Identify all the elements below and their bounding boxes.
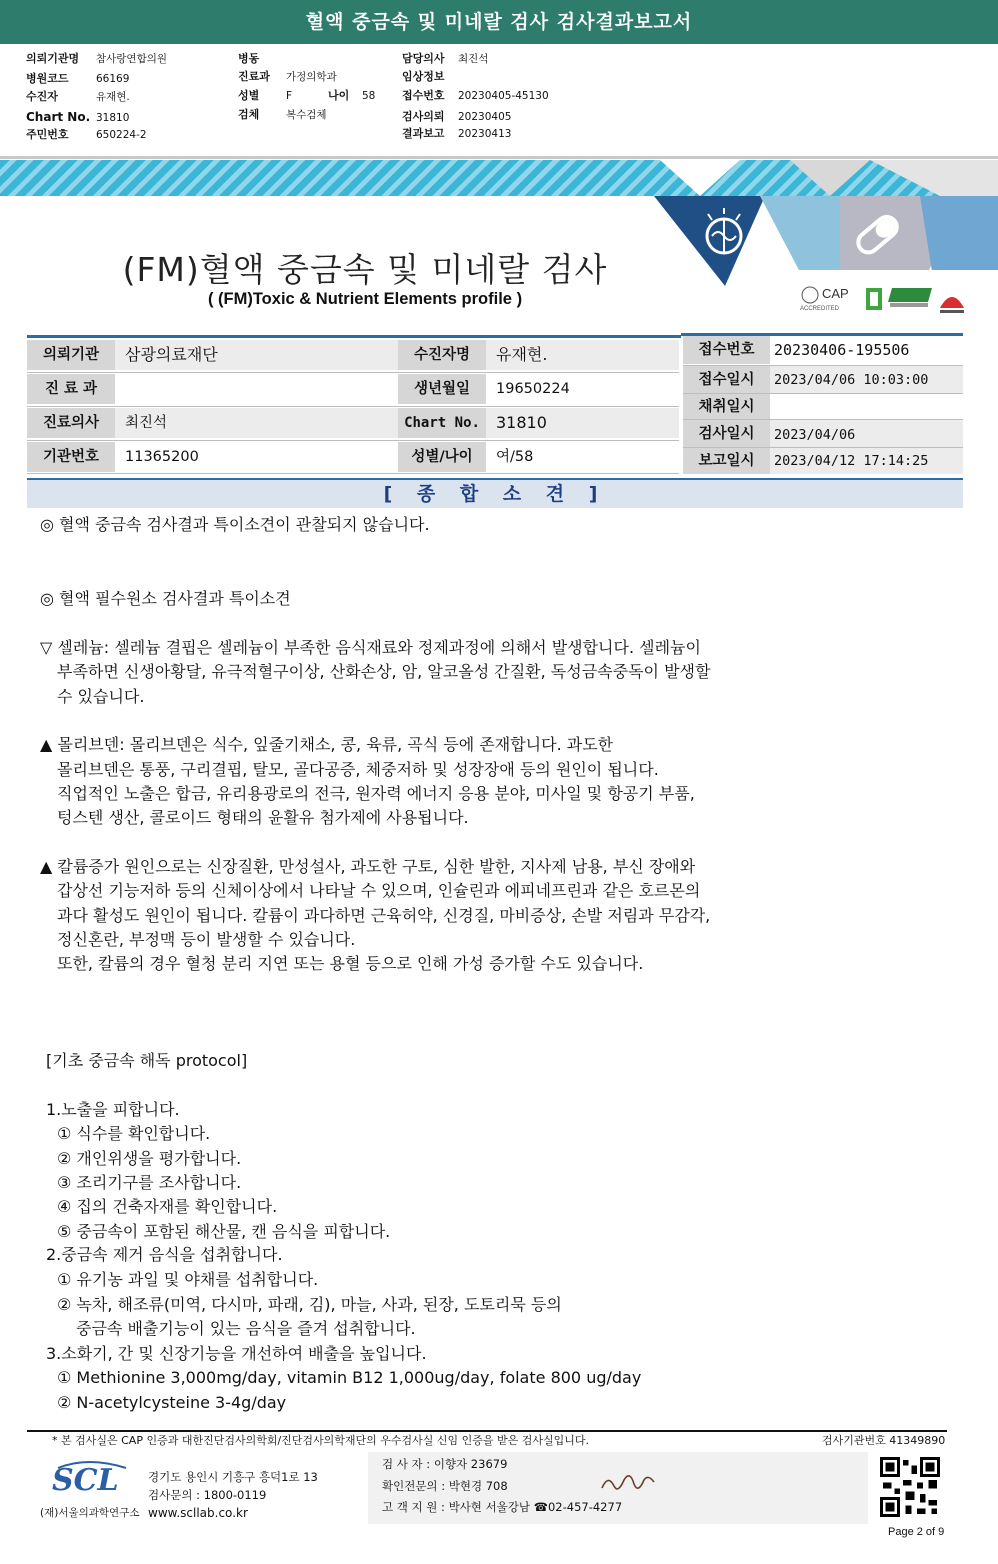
test-subtitle: ( (FM)Toxic & Nutrient Elements profile ) — [207, 290, 523, 308]
doctor-label: 진료의사 — [27, 408, 115, 438]
row-divider — [683, 419, 963, 420]
patient-name-label: 수진자명 — [398, 340, 486, 370]
row-divider — [27, 406, 679, 407]
institution-value: 삼광의료재단 — [115, 340, 398, 370]
specimen-row: 검체 복수검체 — [238, 108, 327, 121]
chart-no-value: 31810 — [486, 408, 679, 438]
protocol-line: 2.중금속 제거 음식을 섭취합니다. — [46, 1245, 283, 1264]
dept-label: 진 료 과 — [27, 374, 115, 404]
ema-logo — [888, 288, 932, 307]
protocol-line: ② 개인위생을 평가합니다. — [57, 1149, 242, 1168]
specialist-line: 확인전문의 : 박현경 708 — [382, 1479, 508, 1493]
protocol-line: ① 유기농 과일 및 야채를 섭취합니다. — [57, 1270, 319, 1289]
finding-line: 또한, 칼륨의 경우 혈청 분리 지연 또는 용혈 등으로 인해 가성 증가할 수도 있습니다. — [57, 954, 644, 973]
finding-line: 텅스텐 생산, 콜로이드 형태의 윤활유 첨가제에 사용됩니다. — [57, 808, 469, 827]
patient-row: 수진자 유재현. — [26, 90, 130, 103]
page-number: Page 2 of 9 — [888, 1526, 945, 1538]
footer-notice: * 본 검사실은 CAP 인증과 대한진단검사의학회/진단검사의학재단의 우수검사실 신임 인증을 받은 검사실입니다. — [52, 1434, 590, 1447]
support-line: 고 객 지 원 : 박사현 서울강남 ☎02-457-4277 — [382, 1500, 623, 1514]
chart-no-label: Chart No. — [398, 408, 486, 438]
finding-line: ▲ 몰리브덴: 몰리브덴은 식수, 잎줄기채소, 콩, 육류, 곡식 등에 존재합니다. 과도한 — [40, 735, 614, 754]
report-time-value: 2023/04/12 17:14:25 — [770, 448, 963, 474]
footer-divider — [27, 1430, 947, 1432]
inst-no-value: 11365200 — [115, 442, 398, 472]
sex-age-label: 성별/나이 — [398, 442, 486, 472]
finding-line: 직업적인 노출은 합금, 유리용광로의 전극, 원자력 에너지 응용 분야, 미사일 및 항공기 부품, — [57, 784, 695, 803]
receipt-no-label: 접수번호 — [683, 336, 770, 364]
finding-line: 갑상선 기능저하 등의 신체이상에서 나타날 수 있으며, 인슐린과 에피네프린과 같은 호르몬의 — [57, 881, 701, 900]
header-info-block — [0, 44, 998, 159]
scl-logo — [50, 1460, 130, 1500]
receipt-time-label: 접수일시 — [683, 366, 770, 394]
clinical-row: 임상정보 — [402, 70, 445, 83]
request-row: 검사의뢰 20230405 — [402, 110, 512, 123]
ward-row: 병동 — [238, 52, 260, 65]
svg-text:CAP: CAP — [822, 286, 849, 301]
receipt-time-value: 2023/04/06 10:03:00 — [770, 366, 963, 394]
protocol-line: 중금속 배출기능이 있는 음식을 즐겨 섭취합니다. — [76, 1319, 416, 1338]
collect-time-value — [770, 394, 963, 420]
tester-line: 검 사 자 : 이향자 23679 — [382, 1457, 508, 1471]
resident-row: 주민번호 650224-2 — [26, 128, 147, 141]
protocol-line: ① 식수를 확인합니다. — [57, 1124, 211, 1143]
org-phone: 검사문의 : 1800-0119 — [148, 1488, 267, 1502]
row-divider — [27, 473, 679, 474]
birth-value: 19650224 — [486, 374, 679, 404]
svg-text:SCL: SCL — [52, 1463, 119, 1498]
birth-label: 생년월일 — [398, 374, 486, 404]
row-divider — [683, 393, 963, 394]
row-divider — [683, 365, 963, 366]
report-title: 혈액 중금속 및 미네랄 검사 검사결과보고서 — [0, 0, 998, 44]
finding-line: 과다 활성도 원인이 됩니다. 칼륨이 과다하면 근육허약, 신경질, 마비증상, 손발 저림과 무감각, — [57, 906, 711, 925]
table-top-border-left — [27, 335, 681, 338]
inst-no-label: 기관번호 — [27, 442, 115, 472]
org-name: (재)서울의과학연구소 — [40, 1507, 140, 1519]
org-website[interactable]: www.scllab.co.kr — [148, 1506, 248, 1520]
row-divider — [27, 372, 679, 373]
collect-time-label: 채취일시 — [683, 394, 770, 420]
protocol-line: 1.노출을 피합니다. — [46, 1100, 180, 1119]
protocol-line: ⑤ 중금속이 포함된 해산물, 캔 음식을 피합니다. — [57, 1222, 391, 1241]
report-date-row: 결과보고 20230413 — [402, 127, 512, 140]
patient-name-value: 유재현. — [486, 340, 679, 370]
protocol-line: 3.소화기, 간 및 신장기능을 개선하여 배출을 높입니다. — [46, 1344, 427, 1363]
sex-age-row: 성별 F 나이 58 — [238, 89, 376, 102]
protocol-title: [기초 중금속 해독 protocol] — [46, 1051, 248, 1070]
org-address: 경기도 용인시 기흥구 흥덕1로 13 — [148, 1470, 318, 1484]
chart-row: Chart No. 31810 — [26, 110, 130, 124]
test-title: (FM)혈액 중금속 및 미네랄 검사 — [122, 250, 608, 289]
finding-line: 정신혼란, 부정맥 등이 발생할 수 있습니다. — [57, 930, 356, 949]
finding-line: ◎ 혈액 필수원소 검사결과 특이소견 — [40, 589, 291, 608]
dept-row: 진료과 가정의학과 — [238, 70, 337, 83]
receipt-no-value: 20230406-195506 — [770, 336, 963, 364]
protocol-line: ① Methionine 3,000mg/day, vitamin B12 1,000ug/day, folate 800 ug/day — [57, 1368, 642, 1387]
signature — [598, 1470, 658, 1496]
qr-code — [880, 1457, 940, 1517]
row-divider — [683, 447, 963, 448]
footer-inst-no: 검사기관번호 41349890 — [822, 1434, 946, 1447]
dept-value — [115, 374, 398, 404]
receipt-row: 접수번호 20230405-45130 — [402, 89, 549, 102]
row-divider — [27, 440, 679, 441]
finding-line: 몰리브덴은 통풍, 구리결핍, 탈모, 골다공증, 체중저하 및 성장장애 등의 원인이 됩니다. — [57, 760, 659, 779]
summary-heading: [ 종 합 소 견 ] — [27, 478, 963, 508]
protocol-line: ② 녹차, 해조류(미역, 다시마, 파래, 김), 마늘, 사과, 된장, 도토리묵 등의 — [57, 1295, 562, 1314]
institution-label: 의뢰기관 — [27, 340, 115, 370]
finding-line: ◎ 혈액 중금속 검사결과 특이소견이 관찰되지 않습니다. — [40, 515, 430, 534]
finding-line: 수 있습니다. — [57, 687, 145, 706]
test-date-value: 2023/04/06 — [770, 420, 963, 448]
report-time-label: 보고일시 — [683, 448, 770, 474]
hospital-code-row: 병원코드 66169 — [26, 72, 130, 85]
doctor-value: 최진석 — [115, 408, 398, 438]
doctor-row: 담당의사 최진석 — [402, 52, 489, 65]
protocol-line: ② N-acetylcysteine 3-4g/day — [57, 1393, 287, 1412]
requester-row: 의뢰기관명 참사랑연합의원 — [26, 52, 168, 65]
svg-text:ACCREDITED: ACCREDITED — [800, 306, 840, 312]
sex-age-value: 여/58 — [486, 442, 679, 472]
test-date-label: 검사일시 — [683, 420, 770, 448]
protocol-line: ④ 집의 건축자재를 확인합니다. — [57, 1197, 278, 1216]
protocol-line: ③ 조리기구를 조사합니다. — [57, 1173, 242, 1192]
finding-line: 부족하면 신생아황달, 유극적혈구이상, 산화손상, 암, 알코올성 간질환, 독성금속중독이 발생할 — [57, 662, 711, 681]
finding-line: ▽ 셀레늄: 셀레늄 결핍은 셀레늄이 부족한 음식재료와 정제과정에 의해서 발생합니다. 셀레늄이 — [40, 638, 701, 657]
finding-line: ▲ 칼륨증가 원인으로는 신장질환, 만성설사, 과도한 구토, 심한 발한, 지사제 남용, 부신 장애와 — [40, 857, 696, 876]
lm-logo — [866, 288, 882, 310]
